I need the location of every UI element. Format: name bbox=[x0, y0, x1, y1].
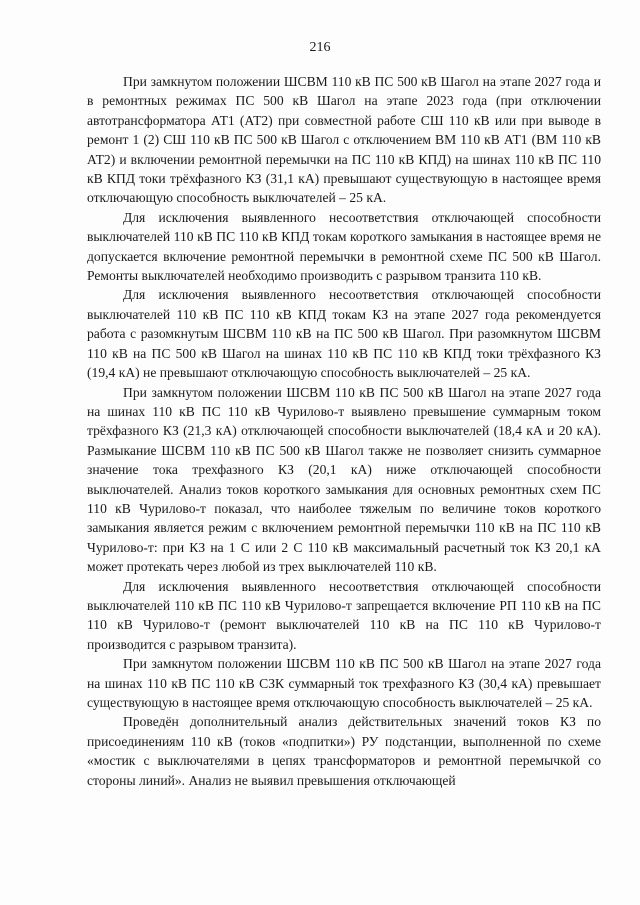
paragraph-1: При замкнутом положении ШСВМ 110 кВ ПС 500 кВ Шагол на этапе 2027 года и в ремонтных режимах ПС 500 кВ Шагол на этапе 2023 года (при отключении автотрансформатора АТ1 (АТ2) при совместной работе СШ 110 кВ или при выводе в ремонт 1 (2) СШ 110 кВ ПС 500 кВ Шагол с отключением ВМ 110 кВ АТ1 (ВМ 110 кВ АТ2) и включении ремонтной перемычки на ПС 110 кВ КПД) на шинах 110 кВ ПС 110 кВ КПД токи трёхфазного КЗ (31,1 кА) превышают существующую в настоящее время отключающую способность выключателей – 25 кА. bbox=[87, 74, 601, 206]
paragraph-2: Для исключения выявленного несоответствия отключающей способности выключателей 110 кВ ПС 110 кВ КПД токам короткого замыкания в настоящее время не допускается включение ремонтной перемычки в ремонтной схеме ПС 500 кВ Шагол. Ремонты выключателей необходимо производить с разрывом транзита 110 кВ. bbox=[87, 209, 601, 284]
paragraph-5: Для исключения выявленного несоответствия отключающей способности выключателей 110 кВ ПС 110 кВ Чурилово-т запрещается включение РП 110 кВ на ПС 110 кВ Чурилово-т (ремонт выключателей 110 кВ на ПС 110 кВ Чурилово-т производится с разрывом транзита). bbox=[87, 578, 601, 652]
paragraph-3: Для исключения выявленного несоответствия отключающей способности выключателей 110 кВ ПС 110 кВ КПД токам КЗ на этапе 2027 года рекомендуется работа с разомкнутым ШСВМ 110 кВ на ПС 500 кВ Шагол. При разомкнутом ШСВМ 110 кВ на ПС 500 кВ Шагол на шинах 110 кВ ПС 110 кВ КПД токи трёхфазного КЗ (19,4 кА) не превышают отключающую способность выключателей – 25 кА. bbox=[87, 287, 601, 381]
page-number: 216 bbox=[309, 40, 331, 55]
paragraph-7: Проведён дополнительный анализ действительных значений токов КЗ по присоединениям 110 кВ (токов «подпитки») РУ подстанции, выполненной по схеме «мостик с выключателями в цепях трансформаторов и ремонтной перемычкой со стороны линий». Анализ не выявил превышения отключающей bbox=[87, 714, 601, 788]
paragraph-6: При замкнутом положении ШСВМ 110 кВ ПС 500 кВ Шагол на этапе 2027 года на шинах 110 кВ ПС 110 кВ СЗК суммарный ток трехфазного КЗ (30,4 кА) превышает существующую в настоящее время отключающую способность выключателей – 25 кА. bbox=[87, 656, 601, 710]
paragraph-4: При замкнутом положении ШСВМ 110 кВ ПС 500 кВ Шагол на этапе 2027 года на шинах 110 кВ ПС 110 кВ Чурилово-т выявлено превышение суммарным током трёхфазного КЗ (21,3 кА) отключающей способности выключателей (18,4 кА и 20 кА). Размыкание ШСВМ 110 кВ ПС 500 кВ Шагол также не позволяет снизить суммарное значение тока трехфазного КЗ (20,1 кА) ниже отключающей способности выключателей. Анализ токов короткого замыкания для основных ремонтных схем ПС 110 кВ Чурилово-т показал, что наиболее тяжелым по величине токов короткого замыкания является режим с включением ремонтной перемычки 110 кВ на ПС 110 кВ Чурилово-т: при КЗ на 1 С или 2 С 110 кВ максимальный расчетный ток КЗ 20,1 кА может протекать через любой из трех выключателей 110 кВ. bbox=[87, 384, 601, 575]
document-body bbox=[87, 72, 601, 790]
